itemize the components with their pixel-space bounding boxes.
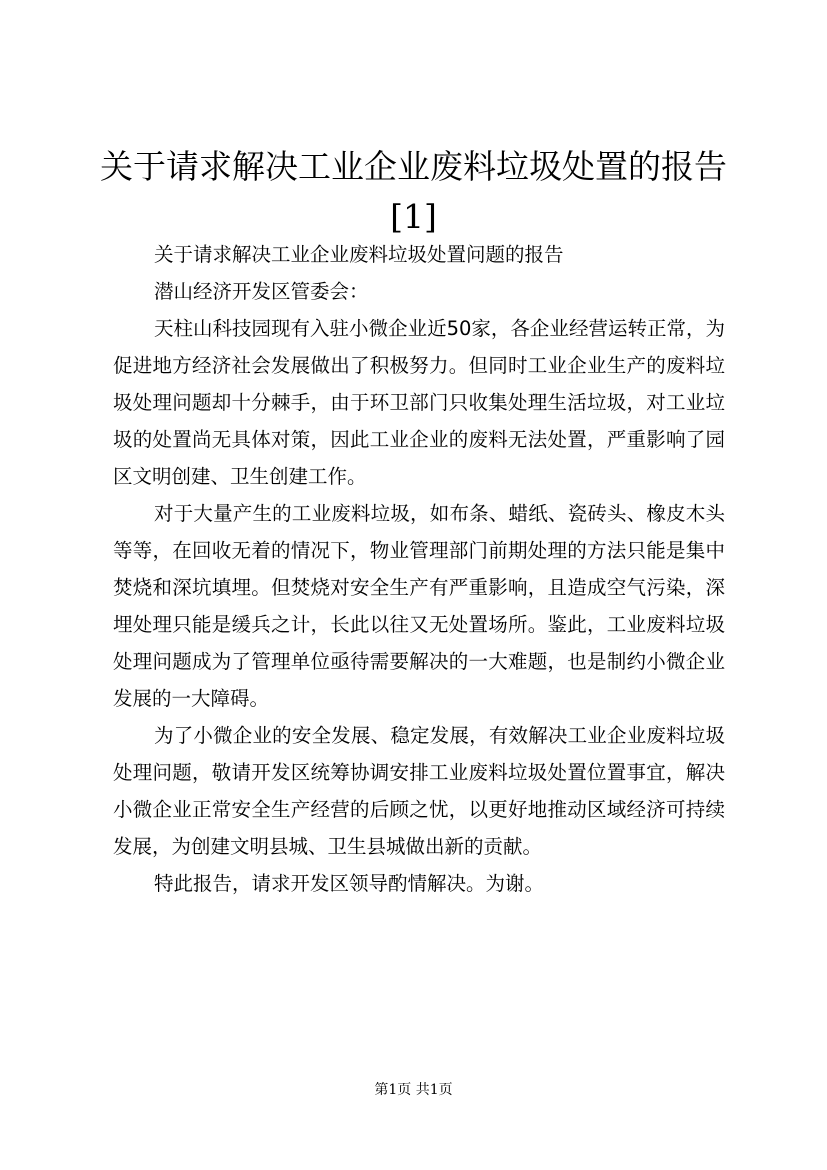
document-body bbox=[113, 236, 725, 902]
paragraph-addressee: 潜山经济开发区管委会： bbox=[154, 280, 369, 303]
paragraph-closing: 特此报告，请求开发区领导酌情解决。为谢。 bbox=[154, 872, 545, 895]
paragraph-background: 天柱山科技园现有入驻小微企业近50家，各企业经营运转正常，为促进地方经济社会发展做出了积极努力。但同时工业企业生产的废料垃圾处理问题却十分棘手，由于环卫部门只收集处理生活垃圾，对工业垃圾的处置尚无具体对策，因此工业企业的废料无法处置，严重影响了园区文明创建、卫生创建工作。 bbox=[113, 317, 725, 488]
page-number-footer: 第1页 共1页 bbox=[374, 1082, 453, 1098]
document-title: 关于请求解决工业企业废料垃圾处置的报告[1] bbox=[100, 147, 727, 236]
paragraph-request: 为了小微企业的安全发展、稳定发展，有效解决工业企业废料垃圾处理问题，敬请开发区统筹协调安排工业废料垃圾处置位置事宜，解决小微企业正常安全生产经营的后顾之忧，以更好地推动区域经济可持续发展，为创建文明县城、卫生县城做出新的贡献。 bbox=[113, 724, 725, 858]
paragraph-problem: 对于大量产生的工业废料垃圾，如布条、蜡纸、瓷砖头、橡皮木头等等，在回收无着的情况下，物业管理部门前期处理的方法只能是集中焚烧和深坑填埋。但焚烧对安全生产有严重影响，且造成空气污染，深埋处理只能是缓兵之计，长此以往又无处置场所。鉴此，工业废料垃圾处理问题成为了管理单位亟待需要解决的一大难题，也是制约小微企业发展的一大障碍。 bbox=[113, 502, 725, 710]
paragraph-report-heading: 关于请求解决工业企业废料垃圾处置问题的报告 bbox=[154, 243, 564, 266]
